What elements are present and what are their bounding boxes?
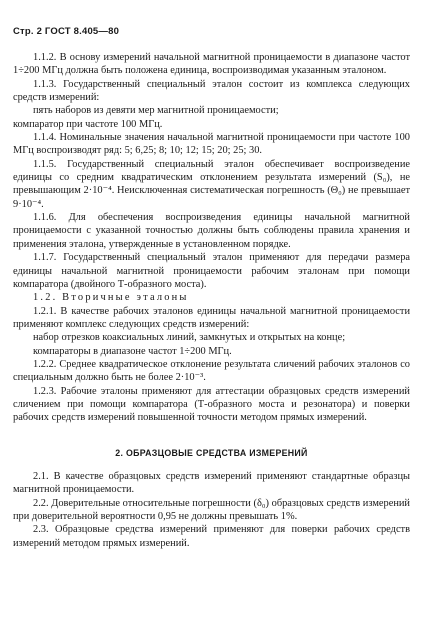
- list-item-coaxial-lines: набор отрезков коаксиальных линий, замкнутых и открытых на конце;: [33, 332, 346, 344]
- paragraph-1-2-1: 1.2.1. В качестве рабочих эталонов единицы начальной магнитной проницаемости применяют комплекс следующих средств измерений:: [13, 305, 410, 330]
- section-heading-reference-instruments: 2. ОБРАЗЦОВЫЕ СРЕДСТВА ИЗМЕРЕНИЙ: [115, 447, 308, 458]
- paragraph-1-2-3: 1.2.3. Рабочие эталоны применяют для аттестации образцовых средств измерений сличением при помощи компаратора (Т-образного моста и резонатора) и поверки рабочих средств измерений повышенной точности методом прямых измерений.: [13, 385, 410, 424]
- subsection-heading-secondary-standards: 1.2. Вторичные эталоны: [33, 292, 189, 304]
- paragraph-2-2: 2.2. Доверительные относительные погрешности (δ₀) образцовых средств измерений при доверительной вероятности 0,95 не должны превышать 1%.: [13, 497, 410, 522]
- paragraph-1-1-4: 1.1.4. Номинальные значения начальной магнитной проницаемости при частоте 100 МГц воспроизводят ряд: 5; 6,25; 8; 10; 12; 15; 20; 25; 30.: [13, 132, 410, 157]
- paragraph-1-1-6: 1.1.6. Для обеспечения воспроизведения единицы начальной магнитной проницаемости с указанной точностью должны быть соблюдены правила хранения и применения эталона, утвержденные в установленном порядке.: [13, 212, 410, 250]
- paragraph-1-1-2: 1.1.2. В основу измерений начальной магнитной проницаемости в диапазоне частот 1÷200 МГц должна быть положена единица, воспроизводимая указанным эталоном.: [13, 52, 410, 77]
- list-item-comparator: компаратор при частоте 100 МГц.: [13, 118, 163, 130]
- paragraph-1-2-2: 1.2.2. Среднее квадратическое отклонение результата сличений рабочих эталонов со специальным должно быть не более 2·10⁻³.: [13, 358, 410, 384]
- paragraph-2-3: 2.3. Образцовые средства измерений применяют для поверки рабочих средств измерений методом прямых измерений.: [13, 524, 410, 549]
- paragraph-1-1-7: 1.1.7. Государственный специальный эталон применяют для передачи размера единицы начальной магнитной проницаемости рабочим эталонам при помощи компаратора (двойного Т-образного моста).: [13, 252, 410, 290]
- paragraph-2-1: 2.1. В качестве образцовых средств измерений применяют стандартные образцы магнитной проницаемости.: [13, 470, 410, 496]
- running-head: Стр. 2 ГОСТ 8.405—80: [13, 26, 120, 37]
- document-body: [13, 51, 410, 550]
- paragraph-1-1-3: 1.1.3. Государственный специальный эталон состоит из комплекса следующих средств измерений:: [13, 78, 410, 104]
- paragraph-1-1-5: 1.1.5. Государственный специальный эталон обеспечивает воспроизведение единицы со средним квадратическим отклонением результата измерений (S₀), не превышающим 2·10⁻⁴. Неисключенная систематическая погрешность (Θ₀) не превышает 9·10⁻⁴.: [13, 158, 410, 210]
- list-item-comparators: компараторы в диапазоне частот 1÷200 МГц.: [33, 345, 232, 357]
- list-item-measure-sets: пять наборов из девяти мер магнитной проницаемости;: [33, 105, 279, 117]
